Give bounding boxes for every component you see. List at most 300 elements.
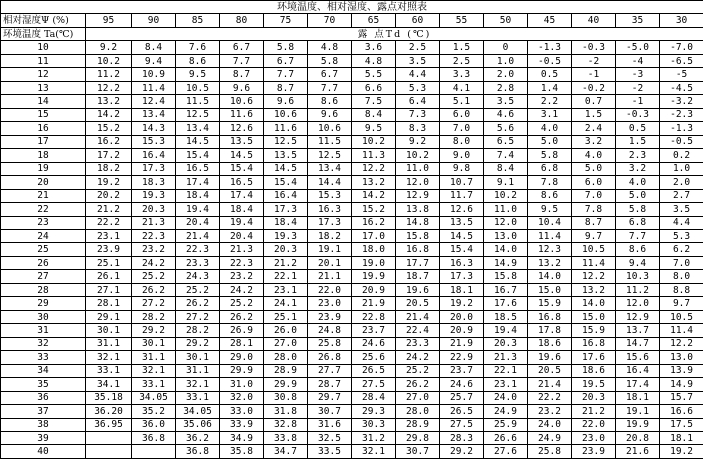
dew-point-cell: 7.5 <box>352 95 396 108</box>
dew-point-cell: 26.6 <box>484 432 528 445</box>
dew-point-cell: 22.8 <box>352 310 396 323</box>
table-row <box>1 68 703 81</box>
dew-point-cell: 30.8 <box>264 391 308 404</box>
dew-point-cell: 5.8 <box>528 149 572 162</box>
dew-point-cell: -7.0 <box>660 41 703 54</box>
dew-point-cell: 23.2 <box>528 405 572 418</box>
dew-point-cell: 28.2 <box>176 324 220 337</box>
dew-point-cell: 32.5 <box>308 432 352 445</box>
dew-point-cell: 19.9 <box>616 418 660 431</box>
humidity-value: 30 <box>660 14 703 27</box>
dew-point-cell: 11.4 <box>132 81 176 94</box>
dew-point-cell: 22.3 <box>176 243 220 256</box>
dew-point-cell: -3 <box>616 68 660 81</box>
dew-point-cell: 35.06 <box>176 418 220 431</box>
dew-point-cell: 30.1 <box>86 324 132 337</box>
dew-point-cell: 20.3 <box>572 391 616 404</box>
dew-point-cell: 18.3 <box>132 176 176 189</box>
dew-point-cell: 10.2 <box>396 149 440 162</box>
dew-point-cell: 29.3 <box>352 405 396 418</box>
dew-point-cell: 14.8 <box>396 216 440 229</box>
dew-point-cell: 21.2 <box>572 405 616 418</box>
dew-point-cell: 2.5 <box>440 54 484 67</box>
dew-point-cell: 14.5 <box>440 229 484 242</box>
dew-point-cell: 6.2 <box>660 243 703 256</box>
dew-point-cell: 16.8 <box>396 243 440 256</box>
dew-point-cell: 16.5 <box>176 162 220 175</box>
dew-point-cell: 12.2 <box>352 162 396 175</box>
dew-point-cell: 29.2 <box>440 445 484 458</box>
dew-point-cell: 1.5 <box>616 135 660 148</box>
dew-point-cell: -2.3 <box>660 108 703 121</box>
dew-point-cell: 19.4 <box>176 203 220 216</box>
dew-point-cell: 10.5 <box>176 81 220 94</box>
dew-point-cell: 8.0 <box>660 270 703 283</box>
dew-point-cell: 8.3 <box>396 122 440 135</box>
dew-point-cell: 17.3 <box>264 203 308 216</box>
dew-point-cell: 22.2 <box>86 216 132 229</box>
dew-point-cell: 0.5 <box>616 122 660 135</box>
dew-point-cell: 10.4 <box>528 216 572 229</box>
dew-point-cell: 27.2 <box>132 297 176 310</box>
dew-point-cell: 25.9 <box>484 418 528 431</box>
dew-point-cell: 16.8 <box>572 337 616 350</box>
dew-point-cell: 9.4 <box>616 256 660 269</box>
table-row <box>1 256 703 269</box>
dew-point-cell: 14.0 <box>572 297 616 310</box>
dew-point-cell: 10.3 <box>616 270 660 283</box>
dew-point-cell: 5.8 <box>264 41 308 54</box>
dew-point-cell: 23.2 <box>220 270 264 283</box>
dew-point-cell: 16.2 <box>352 216 396 229</box>
ambient-temp-cell: 13 <box>1 81 86 94</box>
dew-point-cell: 16.2 <box>86 135 132 148</box>
dew-point-cell: 1.5 <box>572 108 616 121</box>
table-row <box>1 41 703 54</box>
dew-point-cell: 23.9 <box>572 445 616 458</box>
dew-point-cell: 30.3 <box>352 418 396 431</box>
dew-point-cell: 15.0 <box>572 310 616 323</box>
dew-point-cell: 18.2 <box>86 162 132 175</box>
dew-point-cell: 23.2 <box>132 243 176 256</box>
dew-point-cell: 15.3 <box>132 135 176 148</box>
dew-point-cell: 25.1 <box>264 310 308 323</box>
dew-point-cell: 14.5 <box>264 162 308 175</box>
dew-point-cell: 24.8 <box>308 324 352 337</box>
dew-point-cell: 0 <box>484 41 528 54</box>
dew-point-cell: 26.2 <box>176 297 220 310</box>
dew-point-cell: 2.5 <box>396 41 440 54</box>
ambient-temp-cell: 32 <box>1 337 86 350</box>
dew-point-cell: 18.4 <box>220 203 264 216</box>
dew-point-cell: 29.9 <box>264 378 308 391</box>
dew-point-cell: 19.1 <box>308 243 352 256</box>
dew-point-cell: 15.4 <box>264 176 308 189</box>
dew-point-cell: 12.0 <box>396 176 440 189</box>
dew-point-cell: 9.7 <box>660 297 703 310</box>
table-row <box>1 337 703 350</box>
dew-point-cell: 2.3 <box>616 149 660 162</box>
dew-point-cell: 18.7 <box>396 270 440 283</box>
dew-point-cell: 26.9 <box>220 324 264 337</box>
dew-point-cell: 7.6 <box>176 41 220 54</box>
dew-point-cell: 3.5 <box>396 54 440 67</box>
dew-point-cell: -3.2 <box>660 95 703 108</box>
dew-point-cell: 25.2 <box>220 297 264 310</box>
dew-point-cell: 3.1 <box>528 108 572 121</box>
dew-point-cell <box>132 445 176 458</box>
table-row <box>1 270 703 283</box>
dew-point-cell: 4.8 <box>352 54 396 67</box>
dew-point-cell: 33.9 <box>220 418 264 431</box>
dew-point-cell: 25.2 <box>176 283 220 296</box>
dew-point-cell: 4.0 <box>572 149 616 162</box>
ambient-temp-cell: 29 <box>1 297 86 310</box>
dew-point-cell: 24.9 <box>528 432 572 445</box>
dew-point-cell: 2.7 <box>660 189 703 202</box>
dew-point-cell: 21.9 <box>352 297 396 310</box>
ambient-temp-cell: 38 <box>1 418 86 431</box>
table-row <box>1 135 703 148</box>
dew-point-cell: 8.8 <box>660 283 703 296</box>
table-row <box>1 351 703 364</box>
dew-point-cell: 5.6 <box>484 122 528 135</box>
dew-point-cell: 15.8 <box>484 270 528 283</box>
dew-point-cell: 17.8 <box>528 324 572 337</box>
dew-point-cell: 18.0 <box>352 243 396 256</box>
dew-point-cell: 20.5 <box>528 364 572 377</box>
dew-point-cell: 24.0 <box>484 391 528 404</box>
ambient-temp-cell: 27 <box>1 270 86 283</box>
dew-point-cell: 19.9 <box>352 270 396 283</box>
dew-point-cell: 10.6 <box>264 108 308 121</box>
dew-point-cell: -5 <box>660 68 703 81</box>
dew-point-cell: 33.1 <box>86 364 132 377</box>
ambient-temp-cell: 40 <box>1 445 86 458</box>
dew-point-cell: 25.2 <box>396 364 440 377</box>
dew-point-cell: 11.4 <box>528 229 572 242</box>
humidity-value: 50 <box>484 14 528 27</box>
ambient-temp-cell: 10 <box>1 41 86 54</box>
dew-point-cell: 21.4 <box>176 229 220 242</box>
dew-point-cell: 14.0 <box>528 270 572 283</box>
dew-point-cell: 3.6 <box>352 41 396 54</box>
dew-point-cell: 27.0 <box>396 391 440 404</box>
dew-point-cell: 29.1 <box>86 310 132 323</box>
dew-point-cell: 18.1 <box>660 432 703 445</box>
dew-point-cell: 24.1 <box>264 297 308 310</box>
dew-point-cell: 20.2 <box>86 189 132 202</box>
dew-point-cell: 28.9 <box>396 418 440 431</box>
table-row <box>1 432 703 445</box>
dew-point-cell: 13.4 <box>308 162 352 175</box>
dew-point-cell: 7.7 <box>308 81 352 94</box>
dew-point-cell: 12.9 <box>616 310 660 323</box>
dew-point-cell: 32.1 <box>176 378 220 391</box>
humidity-value: 75 <box>264 14 308 27</box>
dew-point-cell: 31.2 <box>352 432 396 445</box>
dew-point-cell: -1.3 <box>660 122 703 135</box>
dew-point-cell: 28.3 <box>440 432 484 445</box>
dew-point-cell: 8.6 <box>616 243 660 256</box>
dew-point-cell: 6.5 <box>484 135 528 148</box>
dew-point-cell: 14.9 <box>484 256 528 269</box>
dew-point-cell: 21.2 <box>264 256 308 269</box>
dew-point-cell: 9.2 <box>396 135 440 148</box>
dew-point-cell: 2.0 <box>484 68 528 81</box>
dew-point-cell: -1 <box>572 68 616 81</box>
dew-point-cell <box>86 432 132 445</box>
dew-point-cell: 10.5 <box>660 310 703 323</box>
ambient-temp-cell: 25 <box>1 243 86 256</box>
dew-point-cell: 20.8 <box>616 432 660 445</box>
dew-point-cell: 8.4 <box>352 108 396 121</box>
dew-point-cell: 22.1 <box>484 364 528 377</box>
dew-point-cell: 9.5 <box>528 203 572 216</box>
ambient-temp-cell: 26 <box>1 256 86 269</box>
table-row <box>1 418 703 431</box>
dew-point-cell: 28.9 <box>264 364 308 377</box>
dew-point-cell: 22.0 <box>308 283 352 296</box>
dew-point-cell: -1 <box>616 95 660 108</box>
dew-point-cell: 19.2 <box>86 176 132 189</box>
dew-point-cell: 9.4 <box>132 54 176 67</box>
dew-point-cell: 32.1 <box>86 351 132 364</box>
dew-point-cell: 21.2 <box>86 203 132 216</box>
dew-point-cell: 6.7 <box>264 54 308 67</box>
dew-point-cell: 9.5 <box>352 122 396 135</box>
ambient-temp-cell: 33 <box>1 351 86 364</box>
dew-point-cell: 26.1 <box>86 270 132 283</box>
dew-point-cell: 17.5 <box>660 418 703 431</box>
dew-point-cell: 23.1 <box>484 378 528 391</box>
ambient-temp-cell: 23 <box>1 216 86 229</box>
dew-point-cell: 15.4 <box>220 162 264 175</box>
table-row <box>1 122 703 135</box>
dew-point-cell: 2.0 <box>660 176 703 189</box>
dew-point-cell: 31.1 <box>86 337 132 350</box>
ambient-temp-cell: 21 <box>1 189 86 202</box>
dew-point-cell: 18.6 <box>528 337 572 350</box>
dew-point-cell: 11.6 <box>220 108 264 121</box>
ambient-temp-cell: 31 <box>1 324 86 337</box>
dew-point-cell: 19.5 <box>572 378 616 391</box>
dew-point-cell: 17.3 <box>132 162 176 175</box>
dew-point-cell: 12.9 <box>396 189 440 202</box>
dew-point-cell: 11.0 <box>396 162 440 175</box>
dew-point-cell: 29.9 <box>220 364 264 377</box>
dew-point-cell: 13.4 <box>176 122 220 135</box>
dew-point-cell: 9.2 <box>86 41 132 54</box>
table-row <box>1 378 703 391</box>
dew-point-cell: 34.05 <box>132 391 176 404</box>
dew-point-cell: -4.5 <box>660 81 703 94</box>
dew-point-cell: 31.0 <box>220 378 264 391</box>
dew-point-cell: 23.1 <box>264 283 308 296</box>
dew-point-cell: 6.6 <box>352 81 396 94</box>
dew-point-cell: 20.4 <box>220 229 264 242</box>
dew-point-cell: 8.7 <box>572 216 616 229</box>
dew-point-cell: 28.7 <box>308 378 352 391</box>
dew-point-cell: 7.7 <box>616 229 660 242</box>
dew-point-cell: 12.2 <box>572 270 616 283</box>
dew-point-cell: 1.0 <box>484 54 528 67</box>
dew-point-cell: 11.4 <box>572 256 616 269</box>
dew-point-cell: 5.5 <box>352 68 396 81</box>
dew-point-cell: 9.1 <box>484 176 528 189</box>
dew-point-cell: 25.6 <box>352 351 396 364</box>
dew-point-cell: 8.6 <box>308 95 352 108</box>
dew-point-cell: 7.7 <box>220 54 264 67</box>
dew-point-cell: 27.2 <box>176 310 220 323</box>
dew-point-cell: 23.7 <box>440 364 484 377</box>
dew-point-cell: 10.5 <box>572 243 616 256</box>
temperature-header-row <box>1 27 703 40</box>
humidity-value: 95 <box>86 14 132 27</box>
table-row <box>1 229 703 242</box>
table-row <box>1 243 703 256</box>
dew-point-cell: 10.7 <box>440 176 484 189</box>
humidity-value: 65 <box>352 14 396 27</box>
humidity-value: 55 <box>440 14 484 27</box>
dew-point-cell: 13.2 <box>572 283 616 296</box>
dew-point-cell: 3.2 <box>572 135 616 148</box>
dew-point-cell: 17.3 <box>440 270 484 283</box>
dew-point-cell: 14.9 <box>660 378 703 391</box>
title-row <box>1 1 703 14</box>
dew-point-cell: 12.0 <box>484 216 528 229</box>
dew-point-cell: 11.7 <box>440 189 484 202</box>
dew-point-cell: 23.1 <box>86 229 132 242</box>
dew-point-cell: 4.8 <box>308 41 352 54</box>
dew-point-cell: 16.6 <box>660 405 703 418</box>
dew-point-cell: 35.18 <box>86 391 132 404</box>
dew-point-cell: 15.9 <box>572 324 616 337</box>
dew-point-cell: 6.7 <box>220 41 264 54</box>
dew-point-cell: 12.5 <box>264 135 308 148</box>
dew-point-cell: 4.1 <box>440 81 484 94</box>
dew-point-cell: 30.7 <box>396 445 440 458</box>
dew-point-cell: 9.6 <box>220 81 264 94</box>
dew-point-cell: 18.2 <box>308 229 352 242</box>
dew-point-cell: 21.9 <box>440 337 484 350</box>
table-row <box>1 364 703 377</box>
dew-point-cell: 6.8 <box>616 216 660 229</box>
dew-point-cell: 23.9 <box>308 310 352 323</box>
dew-point-cell: 18.6 <box>572 364 616 377</box>
dew-point-cell: 29.8 <box>396 432 440 445</box>
dew-point-cell: 16.4 <box>264 189 308 202</box>
dew-point-cell: 16.8 <box>528 310 572 323</box>
dew-point-cell: 19.2 <box>440 297 484 310</box>
table-title: 环境温度、相对湿度、露点对照表 <box>1 1 703 14</box>
dew-point-cell: 6.0 <box>572 176 616 189</box>
dew-point-cell: 4.6 <box>484 108 528 121</box>
dew-point-cell: 13.0 <box>484 229 528 242</box>
dew-point-cell: -0.5 <box>528 54 572 67</box>
dew-point-cell: 27.5 <box>440 418 484 431</box>
dew-point-cell: 36.95 <box>86 418 132 431</box>
table-row <box>1 405 703 418</box>
dew-point-cell: 11.5 <box>308 135 352 148</box>
dew-point-cell: 12.0 <box>616 297 660 310</box>
dew-point-cell: 19.3 <box>132 189 176 202</box>
dew-point-cell: 8.4 <box>132 41 176 54</box>
dew-point-cell: 4.4 <box>396 68 440 81</box>
dew-point-cell: 21.3 <box>132 216 176 229</box>
table-row <box>1 54 703 67</box>
dew-point-cell: 3.2 <box>616 162 660 175</box>
dew-point-cell: 7.3 <box>396 108 440 121</box>
dew-point-cell: 19.3 <box>264 229 308 242</box>
dew-point-cell: 25.7 <box>440 391 484 404</box>
dew-point-cell: 0.7 <box>572 95 616 108</box>
dew-point-cell: 20.5 <box>396 297 440 310</box>
dew-point-cell: 14.5 <box>176 135 220 148</box>
dew-point-cell: 20.4 <box>176 216 220 229</box>
dew-point-cell: 32.8 <box>264 418 308 431</box>
dew-point-cell: 1.4 <box>528 81 572 94</box>
dew-point-cell: -4 <box>616 54 660 67</box>
dew-point-cell: 33.1 <box>132 378 176 391</box>
dew-point-cell: 13.2 <box>352 176 396 189</box>
dew-point-cell: 31.6 <box>308 418 352 431</box>
dew-point-cell: 5.3 <box>660 229 703 242</box>
dew-point-cell: 23.0 <box>308 297 352 310</box>
dew-point-cell: 14.4 <box>308 176 352 189</box>
dew-point-cell: 33.1 <box>176 391 220 404</box>
ambient-temp-cell: 18 <box>1 149 86 162</box>
dew-point-cell: 24.3 <box>176 270 220 283</box>
ambient-temp-cell: 37 <box>1 405 86 418</box>
dew-point-cell: 15.9 <box>528 297 572 310</box>
dew-point-cell: 19.6 <box>528 351 572 364</box>
dew-point-cell: 14.0 <box>484 243 528 256</box>
ambient-temp-cell: 20 <box>1 176 86 189</box>
humidity-value: 85 <box>176 14 220 27</box>
dew-point-cell: 24.2 <box>220 283 264 296</box>
humidity-value: 45 <box>528 14 572 27</box>
dew-point-cell: 9.6 <box>308 108 352 121</box>
humidity-value: 35 <box>616 14 660 27</box>
dew-point-cell: 5.0 <box>572 162 616 175</box>
dew-point-cell: 6.7 <box>308 68 352 81</box>
dew-point-cell: 12.4 <box>132 95 176 108</box>
dew-point-cell: 36.2 <box>176 432 220 445</box>
dew-point-cell: 13.0 <box>660 351 703 364</box>
dew-point-cell: 9.0 <box>440 149 484 162</box>
dew-point-cell: 20.9 <box>352 283 396 296</box>
dew-point-cell: 16.5 <box>220 176 264 189</box>
dew-point-cell: 24.6 <box>352 337 396 350</box>
ambient-temp-cell: 28 <box>1 283 86 296</box>
dew-point-cell: 14.5 <box>220 149 264 162</box>
dew-point-cell: 11.3 <box>352 149 396 162</box>
humidity-header-row <box>1 14 703 27</box>
humidity-value: 60 <box>396 14 440 27</box>
humidity-label: 相对湿度Ψ (%) <box>1 14 86 27</box>
dew-point-cell: 8.7 <box>220 68 264 81</box>
dew-point-cell: 13.2 <box>86 95 132 108</box>
ambient-temp-cell: 16 <box>1 122 86 135</box>
dew-point-cell: 22.1 <box>264 270 308 283</box>
dew-point-cell: 3.5 <box>660 203 703 216</box>
dew-point-cell: 11.6 <box>264 122 308 135</box>
table-row <box>1 297 703 310</box>
dew-point-cell: 17.0 <box>352 229 396 242</box>
ambient-temp-cell: 15 <box>1 108 86 121</box>
dew-point-cell: 3.3 <box>440 68 484 81</box>
